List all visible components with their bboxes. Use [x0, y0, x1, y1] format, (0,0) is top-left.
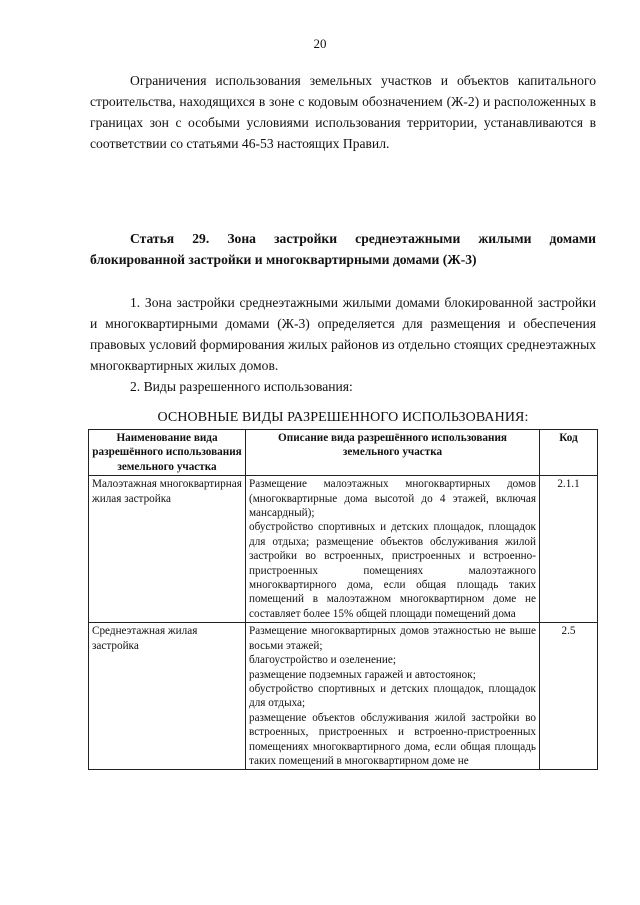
page-number: 20 — [313, 36, 327, 51]
description-line: Размещение малоэтажных многоквартирных домов (многоквартирные дома высотой до 4 этажей, включая мансардный); — [249, 478, 536, 520]
description-line: благоустройство и озеленение; — [249, 654, 396, 667]
table-header-row — [89, 430, 598, 476]
table-row — [89, 476, 598, 623]
use-code: 2.5 — [540, 623, 598, 770]
header-code: Код — [540, 430, 598, 476]
use-code: 2.1.1 — [540, 476, 598, 623]
description-line: обустройство спортивных и детских площадок, площадок для отдыха; — [249, 682, 536, 710]
description-line: Размещение многоквартирных домов этажностью не выше восьми этажей; — [249, 625, 536, 652]
header-name: Наименование вида разрешённого использования земельного участка — [89, 430, 246, 476]
use-description — [246, 623, 540, 770]
table-caption: ОСНОВНЫЕ ВИДЫ РАЗРЕШЕННОГО ИСПОЛЬЗОВАНИЯ: — [157, 410, 529, 425]
paragraph-permitted-uses: 2. Виды разрешенного использования: — [130, 379, 353, 394]
use-name: Малоэтажная многоквартирная жилая застройка — [89, 476, 246, 623]
use-description — [246, 476, 540, 623]
table-row — [89, 623, 598, 770]
description-line: размещение подземных гаражей и автостоянок; — [249, 668, 476, 681]
header-description: Описание вида разрешённого использования земельного участка — [246, 430, 540, 476]
description-line: размещение объектов обслуживания жилой застройки во встроенных, пристроенных и встроенно-пристроенных помещениях многоквартирного дома, если общая площадь таких помещений в многоквартирном доме не — [249, 711, 536, 767]
paragraph-restrictions: Ограничения использования земельных участков и объектов капитального строительства, находящихся в зоне с кодовым обозначением (Ж-2) и расположенных в границах зон с особыми условиями использования территории, устанавливаются в соответствии со статьями 46-53 настоящих Правил. — [90, 73, 596, 151]
article-title: Статья 29. Зона застройки среднеэтажными жилыми домами блокированной застройки и многоквартирными домами (Ж-3) — [90, 231, 596, 267]
permitted-uses-table — [88, 429, 598, 770]
paragraph-zone-definition: 1. Зона застройки среднеэтажными жилыми домами блокированной застройки и многоквартирными домами (Ж-3) определяется для размещения и обеспечения правовых условий формирования жилых районов из отдельно стоящих среднеэтажных многоквартирных жилых домов. — [90, 295, 596, 373]
description-line: обустройство спортивных и детских площадок, площадок для отдыха; размещение объектов обслуживания жилой застройки во встроенных, пристроенных и встроенно-пристроенных помещениях малоэтажного многоквартирного дома, если общая площадь таких помещений в малоэтажном многоквартирном доме не составляет более 15% общей площади помещений дома — [249, 521, 536, 620]
use-name: Среднеэтажная жилая застройка — [89, 623, 246, 770]
